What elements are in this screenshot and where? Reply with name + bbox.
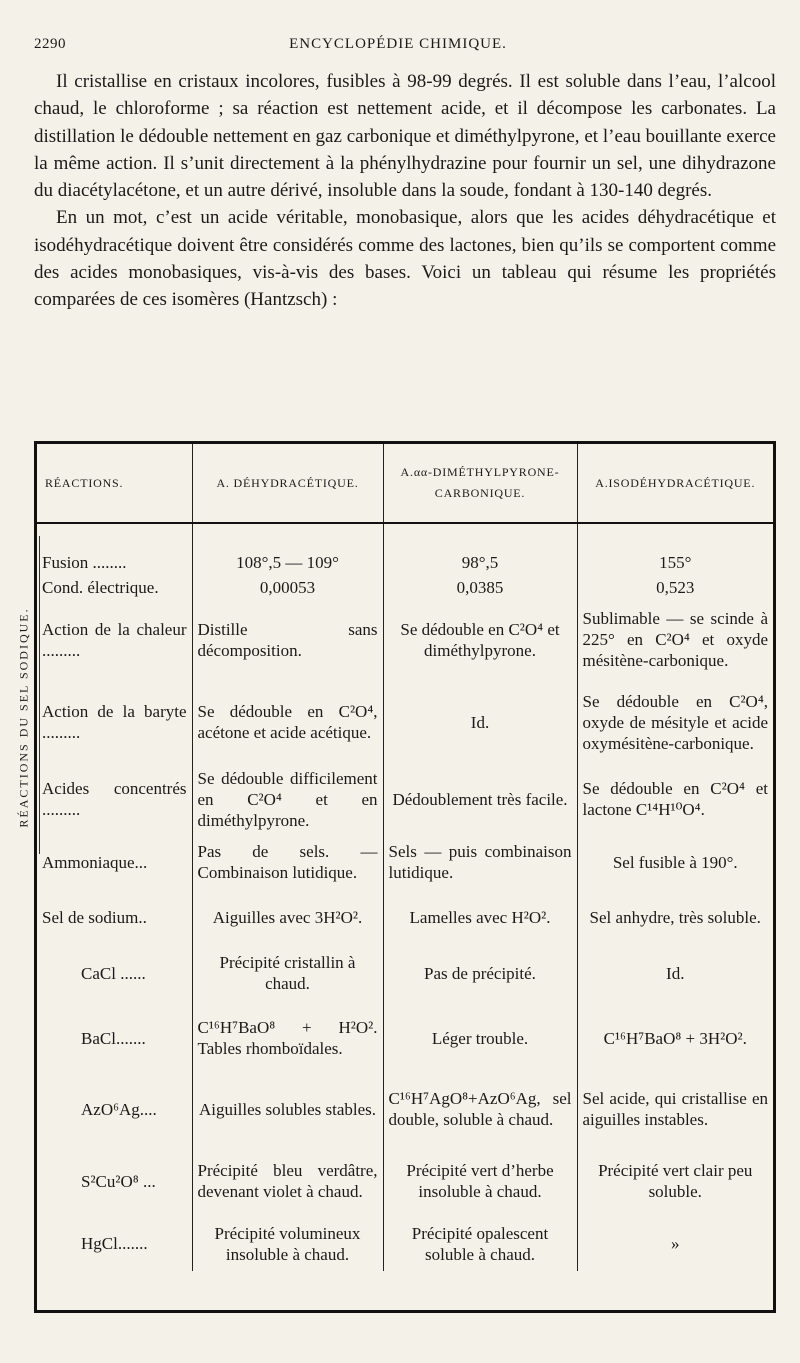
- table-row: [37, 892, 773, 942]
- comparison-table: [34, 441, 776, 1313]
- table-cell: Sel acide, qui cristallise en aiguilles instables.: [577, 1072, 773, 1146]
- table-row: [37, 1216, 773, 1271]
- table-cell: Précipité opalescent soluble à chaud.: [383, 1216, 577, 1271]
- table-cell: Lamelles avec H²O².: [383, 892, 577, 942]
- side-label-text: RÉACTIONS DU SEL SODIQUE.: [16, 607, 31, 828]
- table-row: [37, 766, 773, 832]
- table-cell: C¹⁶H⁷BaO⁸ + H²O². Tables rhomboïdales.: [192, 1004, 383, 1072]
- table-cell: Pas de sels. — Combinaison lutidique.: [192, 832, 383, 892]
- table-row: [37, 1072, 773, 1146]
- row-label: CaCl ......: [81, 963, 146, 983]
- row-label: Action de la baryte .........: [42, 702, 187, 742]
- header-isodehydracetique: A.ISODÉHYDRACÉTIQUE.: [577, 444, 773, 523]
- table-cell: Id.: [577, 942, 773, 1004]
- table-cell: Dédoublement très facile.: [383, 766, 577, 832]
- table-cell: Aiguilles solubles stables.: [192, 1072, 383, 1146]
- header-dehydracetique: A. DÉHYDRACÉTIQUE.: [192, 444, 383, 523]
- page-number: 2290: [34, 36, 66, 52]
- table-header-row: [37, 444, 773, 523]
- row-label: HgCl.......: [81, 1234, 148, 1253]
- table-cell: Se dédouble en C²O⁴ et diméthylpyrone.: [383, 601, 577, 678]
- paragraph-1: Il cristallise en cristaux incolores, fusibles à 98-99 degrés. Il est soluble dans l’eau, l’alcool chaud, le chloroforme ; sa réaction est nettement acide, et il décompose les carbonates. La distillation le dédouble nettement en gaz carbonique et diméthylpyrone, et l’eau bouillante exerce la même action. Il s’unit directement à la phénylhydrazine pour fournir un sel, une dihydrazone du diacétylacétone, et un autre dérivé, insoluble dans la soude, fondant à 130-140 degrés.: [34, 71, 776, 202]
- table-cell: Pas de précipité.: [383, 942, 577, 1004]
- table-cell: Précipité cristallin à chaud.: [192, 942, 383, 1004]
- header-reactions: RÉACTIONS.: [37, 444, 192, 523]
- row-label: Cond. électrique.: [42, 578, 159, 597]
- table-cell: Sel anhydre, très soluble.: [577, 892, 773, 942]
- page-header: [34, 36, 762, 60]
- table-row: [37, 1146, 773, 1216]
- table-row: [37, 1004, 773, 1072]
- table-cell: Précipité volumineux insoluble à chaud.: [192, 1216, 383, 1271]
- table-cell: 0,523: [577, 574, 773, 601]
- row-label: AzO⁶Ag....: [81, 1099, 157, 1119]
- table-cell: Se dédouble en C²O⁴ et lactone C¹⁴H¹⁰O⁴.: [577, 766, 773, 832]
- table-cell: C¹⁶H⁷AgO⁸+AzO⁶Ag, sel double, soluble à chaud.: [383, 1072, 577, 1146]
- table-cell: Sels — puis combinaison lutidique.: [383, 832, 577, 892]
- row-label: Sel de sodium..: [42, 907, 147, 927]
- row-label: Action de la chaleur .........: [42, 619, 187, 660]
- row-label: Fusion ........: [42, 553, 127, 572]
- table-cell: Se dédouble difficilement en C²O⁴ et en diméthylpyrone.: [192, 766, 383, 832]
- table-cell: Aiguilles avec 3H²O².: [192, 892, 383, 942]
- table-cell: 0,00053: [192, 574, 383, 601]
- table-cell: Précipité bleu verdâtre, devenant violet à chaud.: [192, 1146, 383, 1216]
- table-cell: 98°,5: [383, 551, 577, 574]
- table-cell: Sublimable — se scinde à 225° en C²O⁴ et oxyde mésitène-carbonique.: [577, 601, 773, 678]
- table-cell: 108°,5 — 109°: [192, 551, 383, 574]
- table-row: [37, 942, 773, 1004]
- table-cell: C¹⁶H⁷BaO⁸ + 3H²O².: [577, 1004, 773, 1072]
- table-cell: »: [577, 1216, 773, 1271]
- table-row: [37, 678, 773, 766]
- table-cell: Précipité vert d’herbe insoluble à chaud.: [383, 1146, 577, 1216]
- running-title: ENCYCLOPÉDIE CHIMIQUE.: [289, 36, 507, 52]
- table-cell: Léger trouble.: [383, 1004, 577, 1072]
- row-label: Acides concentrés .........: [42, 779, 187, 819]
- table-cell: 155°: [577, 551, 773, 574]
- header-dimethylpyrone: A.αα-DIMÉTHYLPYRONE-CARBONIQUE.: [383, 444, 577, 523]
- side-brace: [39, 536, 46, 854]
- table-cell: Précipité vert clair peu soluble.: [577, 1146, 773, 1216]
- row-label: S²Cu²O⁸ ...: [81, 1171, 156, 1191]
- table-cell: Id.: [383, 678, 577, 766]
- table-cell: Se dédouble en C²O⁴, acétone et acide acétique.: [192, 678, 383, 766]
- table-row: [37, 574, 773, 601]
- properties-table: [37, 444, 773, 1271]
- table-cell: Se dédouble en C²O⁴, oxyde de mésityle et acide oxymésitène-carbonique.: [577, 678, 773, 766]
- table-row: [37, 601, 773, 678]
- table-cell: 0,0385: [383, 574, 577, 601]
- table-row: [37, 832, 773, 892]
- table-cell: Distille sans décomposition.: [192, 601, 383, 678]
- table-cell: Sel fusible à 190°.: [577, 832, 773, 892]
- table-row: [37, 551, 773, 574]
- row-label: Ammoniaque...: [42, 852, 148, 872]
- paragraph-2: En un mot, c’est un acide véritable, monobasique, alors que les acides déhydracétique et isodéhydracétique doivent être considérés comme des lactones, bien qu’ils se comportent comme des acides monobasiques, vis-à-vis des bases. Voici un tableau qui résume les propriétés comparées de ces isomères (Hantzsch) :: [34, 207, 776, 311]
- body-text: [34, 68, 776, 314]
- side-label: [12, 570, 36, 865]
- row-label: BaCl.......: [81, 1028, 146, 1048]
